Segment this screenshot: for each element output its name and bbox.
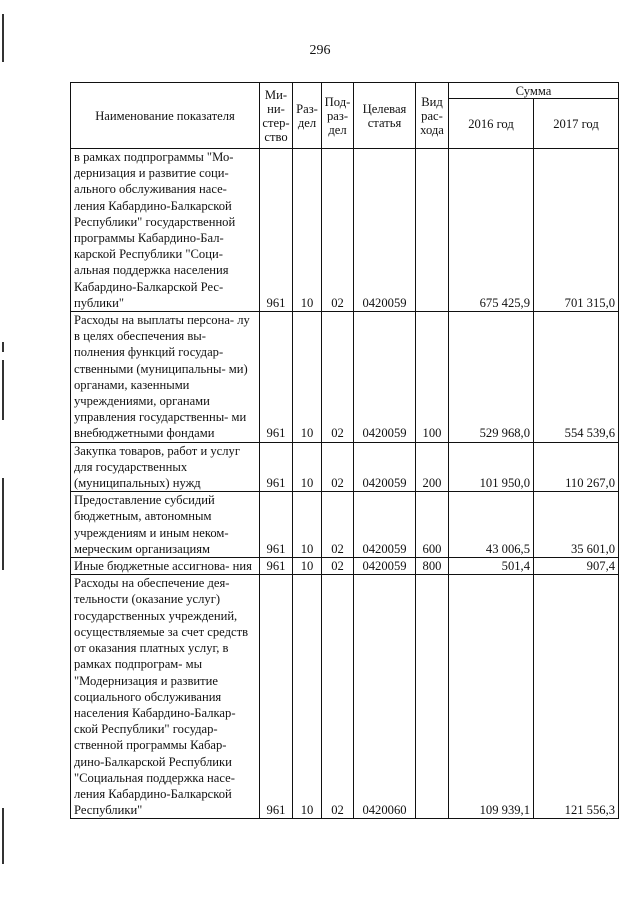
- row-name: Расходы на выплаты персона- лу в целях обеспечения вы- полнения функций государ- ственными (муниципальны- ми) органами, казенными учреждениями, органами управления государственны- ми внебюджетными фондами: [71, 312, 260, 443]
- row-sum-2016: 501,4: [449, 558, 534, 575]
- row-type: 600: [416, 492, 449, 558]
- row-ministry: 961: [260, 575, 293, 819]
- row-sum-2016: 109 939,1: [449, 575, 534, 819]
- row-subsection: 02: [322, 558, 354, 575]
- row-target: 0420059: [354, 149, 416, 312]
- row-subsection: 02: [322, 149, 354, 312]
- row-type: [416, 575, 449, 819]
- binder-mark: [2, 342, 4, 352]
- row-sum-2017: 554 539,6: [534, 312, 619, 443]
- row-section: 10: [293, 558, 322, 575]
- row-type: [416, 149, 449, 312]
- table-row: [71, 442, 619, 492]
- header-name: Наименование показателя: [71, 83, 260, 149]
- row-sum-2017: 35 601,0: [534, 492, 619, 558]
- row-ministry: 961: [260, 492, 293, 558]
- row-sum-2017: 701 315,0: [534, 149, 619, 312]
- row-subsection: 02: [322, 312, 354, 443]
- row-name: Иные бюджетные ассигнова- ния: [71, 558, 260, 575]
- header-section: Раз- дел: [293, 83, 322, 149]
- header-sum: Сумма: [449, 83, 619, 99]
- row-section: 10: [293, 492, 322, 558]
- row-ministry: 961: [260, 442, 293, 492]
- row-section: 10: [293, 442, 322, 492]
- row-subsection: 02: [322, 442, 354, 492]
- row-sum-2017: 121 556,3: [534, 575, 619, 819]
- row-target: 0420059: [354, 312, 416, 443]
- row-section: 10: [293, 312, 322, 443]
- row-target: 0420059: [354, 558, 416, 575]
- row-name: Расходы на обеспечение дея- тельности (оказание услуг) государственных учреждений, осуществляемые за счет средств от оказания платных услуг, в рамках подпрограм- мы "Модернизация и развитие социального обслуживания населения Кабардино-Балкар- ской Республики" государ- ственной программы Кабар- дино-Балкарской Республики "Социальная поддержка насе- ления Кабардино-Балкарской Республики": [71, 575, 260, 819]
- row-target: 0420059: [354, 492, 416, 558]
- row-subsection: 02: [322, 575, 354, 819]
- row-target: 0420060: [354, 575, 416, 819]
- row-type: 100: [416, 312, 449, 443]
- row-type: 200: [416, 442, 449, 492]
- header-type: Вид рас- хода: [416, 83, 449, 149]
- row-sum-2016: 529 968,0: [449, 312, 534, 443]
- row-sum-2017: 110 267,0: [534, 442, 619, 492]
- row-type: 800: [416, 558, 449, 575]
- row-ministry: 961: [260, 149, 293, 312]
- table-row: [71, 558, 619, 575]
- row-section: 10: [293, 149, 322, 312]
- header-year-2017: 2017 год: [534, 99, 619, 149]
- table-row: [71, 312, 619, 443]
- row-sum-2016: 675 425,9: [449, 149, 534, 312]
- row-sum-2017: 907,4: [534, 558, 619, 575]
- binder-mark: [2, 478, 4, 570]
- header-year-2016: 2016 год: [449, 99, 534, 149]
- row-subsection: 02: [322, 492, 354, 558]
- header-subsection: Под- раз- дел: [322, 83, 354, 149]
- table-row: [71, 149, 619, 312]
- row-sum-2016: 43 006,5: [449, 492, 534, 558]
- table-row: [71, 492, 619, 558]
- header-ministry: Ми- ни- стер- ство: [260, 83, 293, 149]
- binder-mark: [2, 360, 4, 420]
- row-section: 10: [293, 575, 322, 819]
- row-name: в рамках подпрограммы "Мо- дернизация и развитие соци- ального обслуживания насе- ления Кабардино-Балкарской Республики" государственной программы Кабардино-Бал- карской Республики "Соци- альная поддержка населения Кабардино-Балкарской Рес- публики": [71, 149, 260, 312]
- table-row: [71, 575, 619, 819]
- binder-mark: [2, 808, 4, 864]
- header-target: Целевая статья: [354, 83, 416, 149]
- row-ministry: 961: [260, 312, 293, 443]
- row-name: Закупка товаров, работ и услуг для государственных (муниципальных) нужд: [71, 442, 260, 492]
- page-number: 296: [309, 43, 331, 58]
- row-name: Предоставление субсидий бюджетным, автономным учреждениям и иным неком- мерческим организациям: [71, 492, 260, 558]
- budget-table: [70, 82, 619, 819]
- row-target: 0420059: [354, 442, 416, 492]
- row-ministry: 961: [260, 558, 293, 575]
- row-sum-2016: 101 950,0: [449, 442, 534, 492]
